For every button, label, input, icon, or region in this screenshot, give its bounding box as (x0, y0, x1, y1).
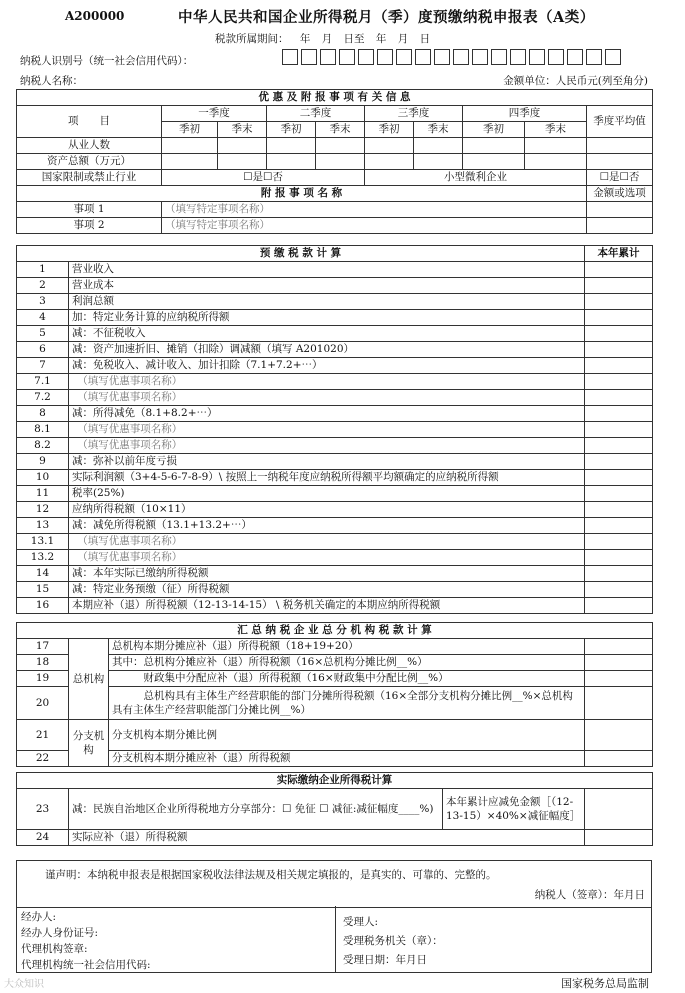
row-value[interactable] (585, 598, 653, 614)
row-no: 19 (17, 671, 69, 687)
row-no: 22 (17, 751, 69, 767)
row-text: 分支机构本期分摊比例 (109, 720, 585, 751)
taxpayer-signature[interactable]: 纳税人（签章）：年月日 (534, 889, 645, 901)
row-no: 8.2 (17, 438, 69, 454)
row-value[interactable] (585, 438, 653, 454)
row-text: （填写优惠事项名称） (69, 422, 585, 438)
taxpayer-name-label: 纳税人名称： (20, 75, 83, 87)
watermark: 大众知识 (4, 979, 44, 990)
sub-col: 季初 (365, 122, 414, 138)
row-text: 减：资产加速折旧、摊销（扣除）调减额（填写 A201020） (69, 342, 585, 358)
period-part: 日至 (343, 33, 365, 45)
row-no: 5 (17, 326, 69, 342)
quarter-3-header: 三季度 (365, 106, 463, 122)
row-text: 减：免税收入、减计收入、加计扣除（7.1+7.2+⋯） (69, 358, 585, 374)
row-no: 2 (17, 278, 69, 294)
branch-section-title: 汇 总 纳 税 企 业 总 分 机 构 税 款 计 算 (17, 623, 653, 639)
row-no: 21 (17, 720, 69, 751)
row-no: 12 (17, 502, 69, 518)
row-text: 减：民族自治地区企业所得税地方分享部分：☐ 免征 ☐ 减征:减征幅度____%) (69, 789, 443, 830)
row-text: 总机构具有主体生产经营职能的部门分摊所得税额（16×全部分支机构分摊比例__%×总机构具有主体生产经营职能部门分摊比例__%） (109, 687, 585, 720)
row-no: 17 (17, 639, 69, 655)
preferential-section-title: 优 惠 及 附 报 事 项 有 关 信 息 (17, 90, 653, 106)
row-value[interactable] (585, 566, 653, 582)
tax-period (215, 31, 438, 46)
form-code: A200000 (65, 9, 125, 23)
row-no: 13.2 (17, 550, 69, 566)
row-value[interactable] (585, 294, 653, 310)
row-text: 加：特定业务计算的应纳税所得额 (69, 310, 585, 326)
row-value[interactable] (585, 422, 653, 438)
row-value[interactable] (585, 374, 653, 390)
footer-supervisor: 国家税务总局监制 (561, 977, 649, 990)
taxpayer-id-boxes[interactable] (282, 49, 624, 65)
row-text: （填写优惠事项名称） (69, 374, 585, 390)
row-no: 7.2 (17, 390, 69, 406)
row-value[interactable] (585, 671, 653, 687)
row-text: 本期应补（退）所得税额（12-13-14-15） \ 税务机关确定的本期应纳所得税额 (69, 598, 585, 614)
row-text: （填写优惠事项名称） (69, 534, 585, 550)
row-label: 资产总额（万元） (17, 154, 162, 170)
annex-item-hint[interactable]: （填写特定事项名称） (162, 202, 587, 218)
row-text: 应纳所得税额（10×11） (69, 502, 585, 518)
amount-or-option-header: 金额或选项 (587, 186, 653, 202)
restricted-industry-label: 国家限制或禁止行业 (17, 170, 162, 186)
row-value[interactable] (585, 342, 653, 358)
row-text: 减：所得减免（8.1+8.2+⋯） (69, 406, 585, 422)
row-text: 利润总额 (69, 294, 585, 310)
avg-header: 季度平均值 (587, 106, 653, 138)
sub-col: 季初 (162, 122, 218, 138)
sub-col: 季末 (414, 122, 463, 138)
row-text: 总机构本期分摊应补（退）所得税额（18+19+20） (109, 639, 585, 655)
row-no: 7 (17, 358, 69, 374)
small-yes-no[interactable]: ☐是☐否 (587, 170, 653, 186)
sub-col: 季初 (463, 122, 525, 138)
calc-section-title: 预 缴 税 款 计 算 (17, 246, 585, 262)
row-value[interactable] (585, 390, 653, 406)
annex-item-label: 事项 1 (17, 202, 162, 218)
row-value[interactable] (585, 406, 653, 422)
row-no: 10 (17, 470, 69, 486)
row-text: 减：本年实际已缴纳所得税额 (69, 566, 585, 582)
actual-tax-table (16, 772, 653, 846)
row-no: 15 (17, 582, 69, 598)
row-value[interactable] (585, 582, 653, 598)
row-no: 1 (17, 262, 69, 278)
hq-label: 总机构 (69, 639, 109, 720)
row-text: 税率(25%) (69, 486, 585, 502)
row-text: 分支机构本期分摊应补（退）所得税额 (109, 751, 585, 767)
agency-credit-code-label[interactable]: 代理机构统一社会信用代码: (21, 959, 151, 971)
agency-seal-label[interactable]: 代理机构签章: (21, 943, 88, 955)
sub-col: 季末 (316, 122, 365, 138)
quarter-1-header: 一季度 (162, 106, 267, 122)
handling-box (16, 906, 652, 973)
row-value[interactable] (585, 687, 653, 720)
row-no: 3 (17, 294, 69, 310)
period-part: 年 (375, 33, 387, 45)
row-no: 7.1 (17, 374, 69, 390)
row-no: 11 (17, 486, 69, 502)
row-value[interactable] (585, 326, 653, 342)
row-text: 财政集中分配应补（退）所得税额（16×财政集中分配比例__%） (109, 671, 585, 687)
period-part: 年 (299, 33, 311, 45)
amount-unit: 金额单位：人民币元(列至角分) (503, 75, 648, 87)
row-no: 24 (17, 830, 69, 846)
row-value[interactable] (585, 310, 653, 326)
row-no: 23 (17, 789, 69, 830)
taxpayer-id-label: 纳税人识别号（统一社会信用代码）： (20, 55, 194, 67)
row-value[interactable] (585, 454, 653, 470)
prepay-calc-table (16, 245, 653, 614)
form-title: 中华人民共和国企业所得税月（季）度预缴纳税申报表（A类） (178, 9, 595, 26)
row23-right: 本年累计应减免金额［（12-13-15）×40%×减征幅度］ (443, 789, 585, 830)
row-value[interactable] (585, 502, 653, 518)
assets-row (17, 154, 653, 170)
row-text: （填写优惠事项名称） (69, 550, 585, 566)
row-value[interactable] (585, 655, 653, 671)
row-value[interactable] (585, 830, 653, 846)
row-no: 18 (17, 655, 69, 671)
row-no: 8 (17, 406, 69, 422)
row-text: 减：特定业务预缴（征）所得税额 (69, 582, 585, 598)
handler-id-label[interactable]: 经办人身份证号: (21, 927, 99, 939)
annex-item-hint[interactable]: （填写特定事项名称） (162, 218, 587, 234)
row-no: 6 (17, 342, 69, 358)
receiver-label[interactable]: 受理人: (343, 916, 379, 928)
row-value[interactable] (585, 550, 653, 566)
preferential-table (16, 89, 653, 234)
annex-section-title: 附 报 事 项 名 称 (17, 186, 587, 202)
handler-label[interactable]: 经办人: (21, 911, 57, 923)
row-no: 16 (17, 598, 69, 614)
row-value[interactable] (585, 486, 653, 502)
row-value[interactable] (585, 470, 653, 486)
row-value[interactable] (585, 751, 653, 767)
row-no: 13 (17, 518, 69, 534)
row-text: （填写优惠事项名称） (69, 438, 585, 454)
row-value[interactable] (585, 534, 653, 550)
row-text: 减：减免所得税额（13.1+13.2+⋯） (69, 518, 585, 534)
declaration-text: 谨声明：本纳税申报表是根据国家税收法律法规及相关规定填报的，是真实的、可靠的、完整的。 (45, 869, 497, 881)
row-value[interactable] (585, 262, 653, 278)
row-text: 营业收入 (69, 262, 585, 278)
row-value[interactable] (585, 358, 653, 374)
restricted-yes-no[interactable]: ☐是☐否 (162, 170, 365, 186)
row-value[interactable] (585, 720, 653, 751)
row-text: 减：不征税收入 (69, 326, 585, 342)
quarter-4-header: 四季度 (463, 106, 587, 122)
employees-row (17, 138, 653, 154)
ytd-header: 本年累计 (585, 246, 653, 262)
row-value[interactable] (585, 639, 653, 655)
annex-item-label: 事项 2 (17, 218, 162, 234)
row-text: （填写优惠事项名称） (69, 390, 585, 406)
row-label: 从业人数 (17, 138, 162, 154)
sub-col: 季初 (267, 122, 316, 138)
row-no: 20 (17, 687, 69, 720)
row-no: 4 (17, 310, 69, 326)
row-value[interactable] (585, 278, 653, 294)
actual-section-title: 实际缴纳企业所得税计算 (17, 773, 653, 789)
row-no: 8.1 (17, 422, 69, 438)
period-part: 日 (419, 33, 431, 45)
quarter-2-header: 二季度 (267, 106, 365, 122)
row-no: 14 (17, 566, 69, 582)
period-part: 月 (397, 33, 409, 45)
row-no: 9 (17, 454, 69, 470)
row-text: 实际利润额（3+4-5-6-7-8-9）\ 按照上一纳税年度应纳税所得额平均额确定的应纳税所得额 (69, 470, 585, 486)
item-header: 项 目 (17, 106, 162, 138)
branch-label: 分支机构 (69, 720, 109, 767)
row-text: 其中：总机构分摊应补（退）所得税额（16×总机构分摊比例__%） (109, 655, 585, 671)
row-no: 13.1 (17, 534, 69, 550)
period-part: 月 (321, 33, 333, 45)
branch-calc-table (16, 622, 653, 767)
tax-office-label[interactable]: 受理税务机关（章）： (343, 935, 443, 947)
period-label: 税款所属期间： (215, 33, 289, 45)
row-text: 营业成本 (69, 278, 585, 294)
sub-col: 季末 (525, 122, 587, 138)
row-value[interactable] (585, 518, 653, 534)
declaration-box (16, 860, 652, 908)
row-value[interactable] (585, 789, 653, 830)
sub-col: 季末 (218, 122, 267, 138)
accept-date-label[interactable]: 受理日期：年月日 (343, 954, 427, 966)
row-text: 减：弥补以前年度亏损 (69, 454, 585, 470)
small-enterprise-label: 小型微利企业 (365, 170, 587, 186)
row-text: 实际应补（退）所得税额 (69, 830, 585, 846)
